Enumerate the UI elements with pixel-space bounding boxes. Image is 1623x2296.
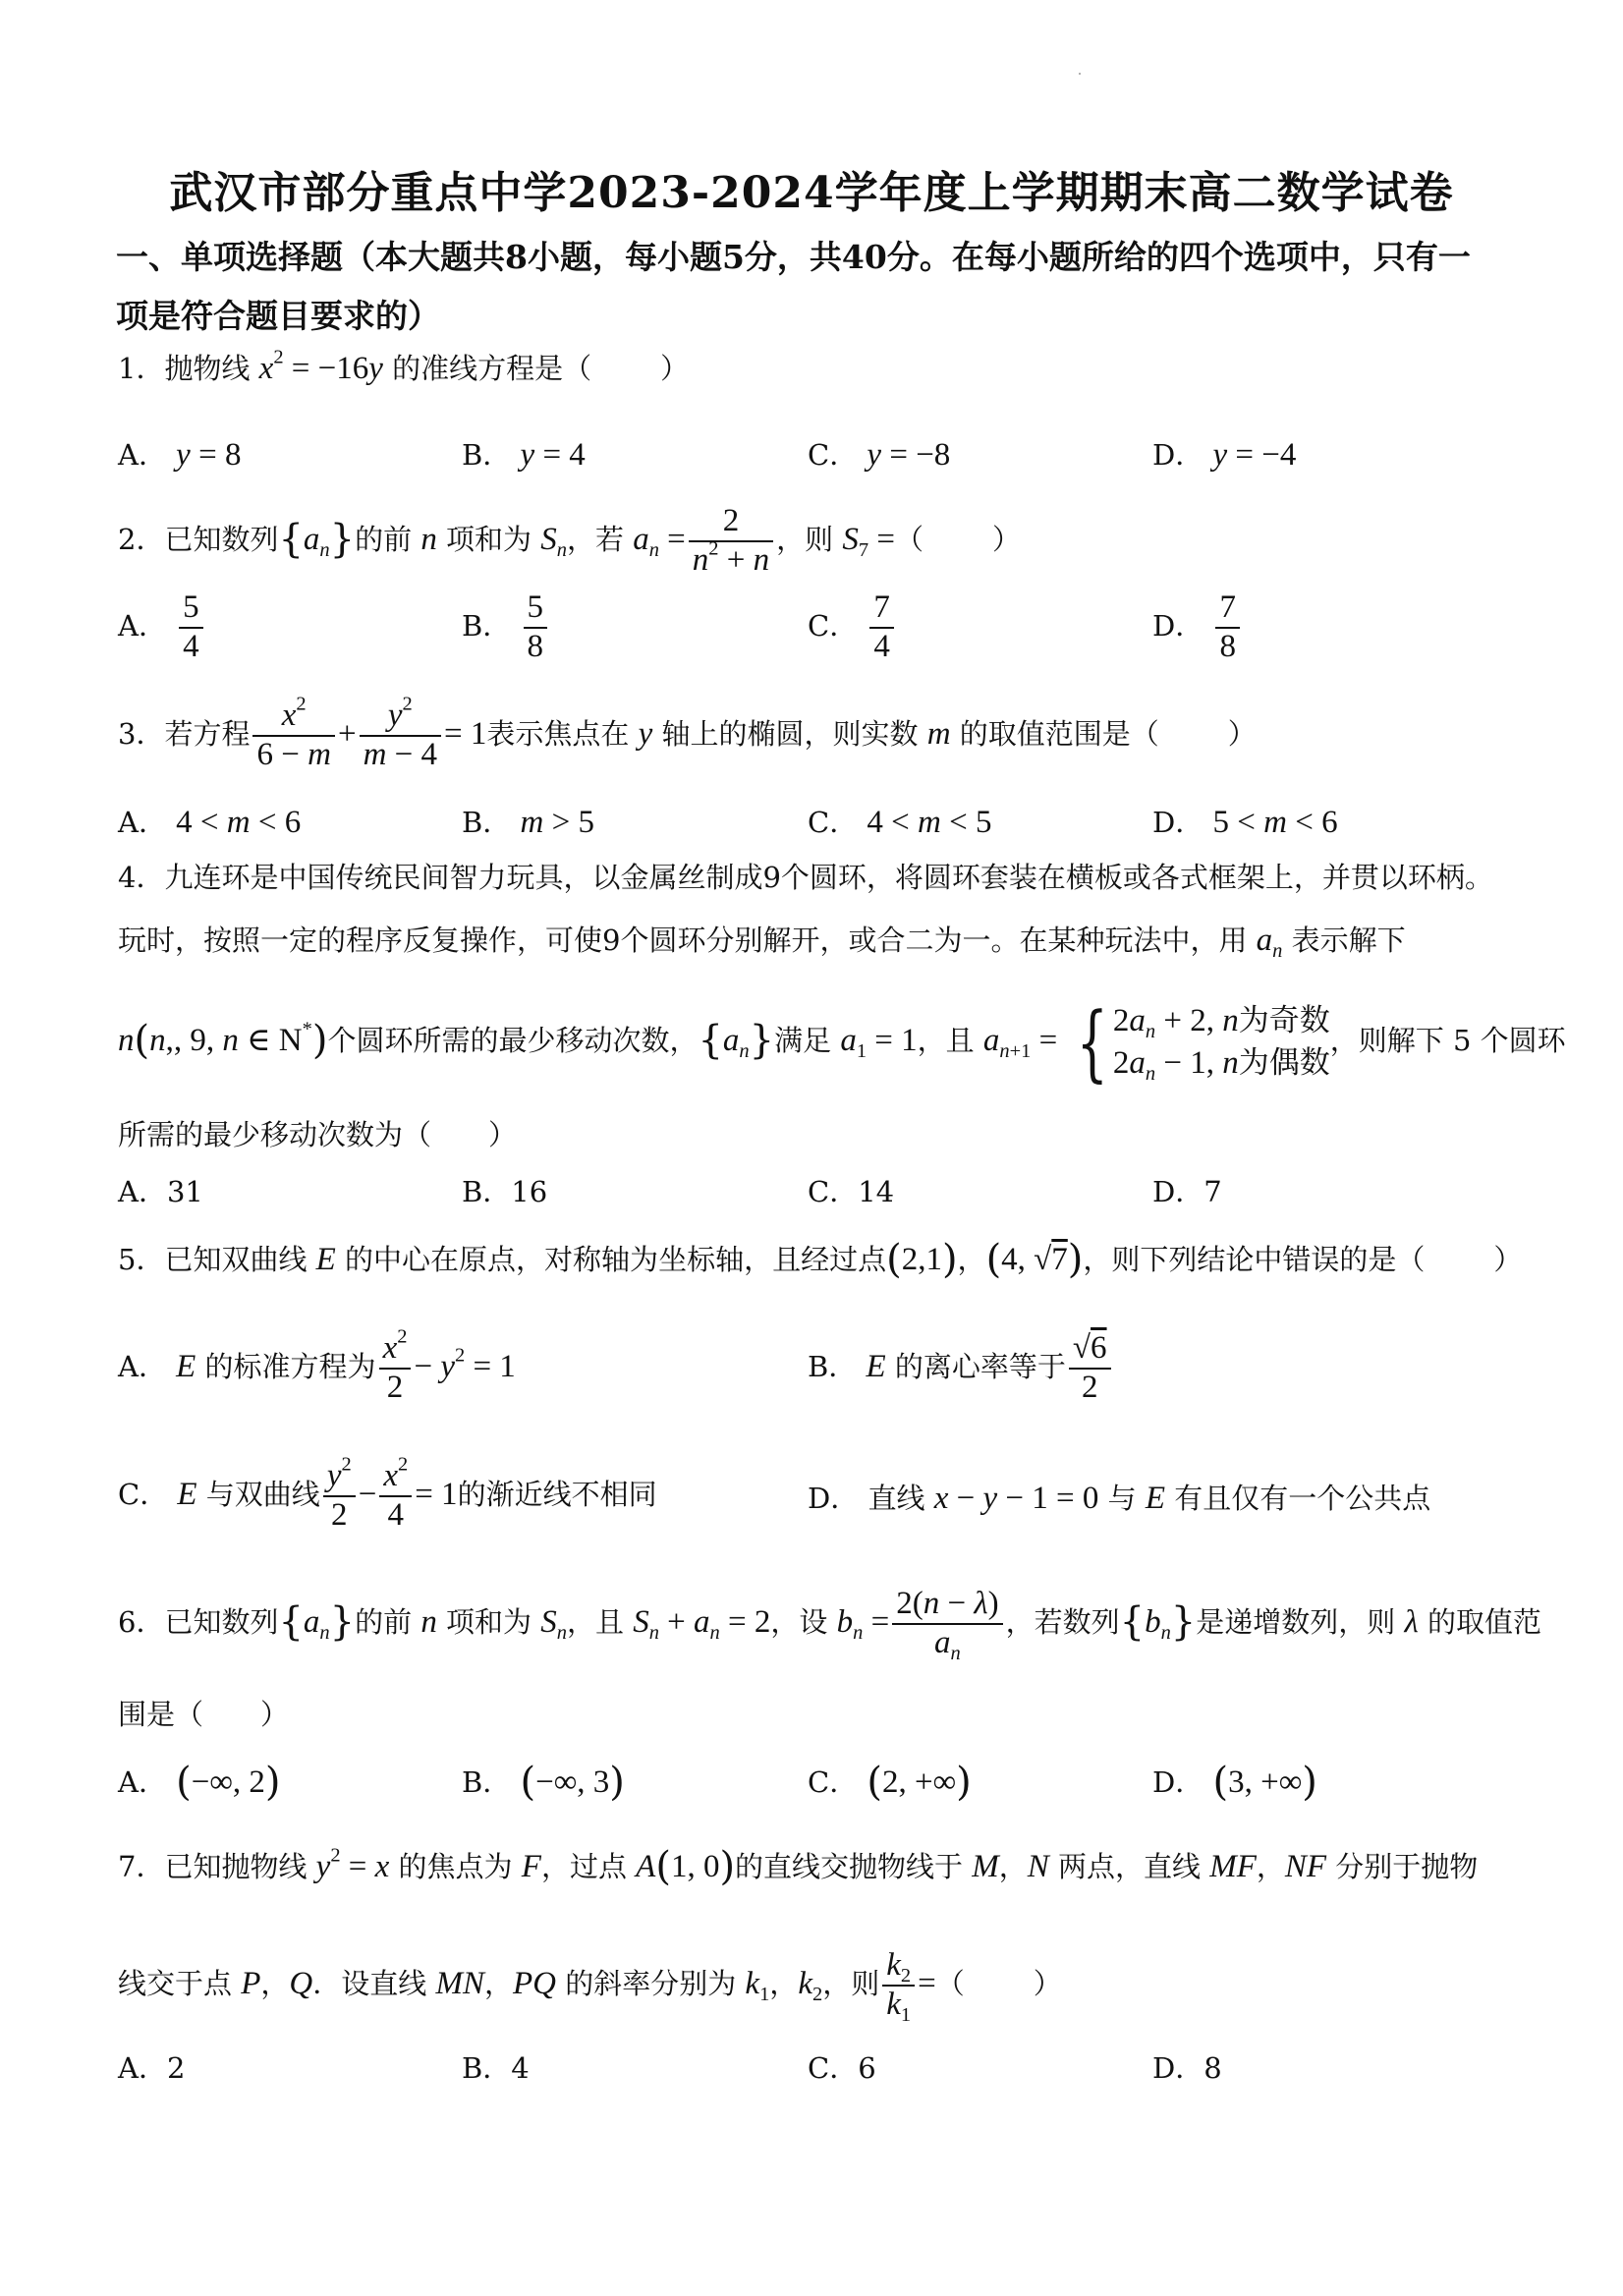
q4-option-a: A．31 [118,1175,203,1208]
section-heading-line1: 一、单项选择题（本大题共8小题，每小题5分，共40分。在每小题所给的四个选项中，只有一 [116,238,1471,276]
section-heading-line2: 项是符合题目要求的） [116,297,440,335]
q5-option-a: A． E 的标准方程为 $\frac{x^2}{2}$ − $y^2 = 1$ [118,1325,516,1405]
q3-option-c: C． 4 < m < 5 [808,805,992,840]
q6-option-c: C． (2, +∞) [808,1760,972,1805]
q1-option-c: C． y = −8 [808,437,951,473]
q7-option-b: B．4 [462,2051,530,2085]
question-4-line3: n(n,, 9, n ∈ N*)个圆环所需的最少移动次数，$\{a_n\}$满足 $a_1 = 1$，且 $a_{n+1}$ = { $2a_n + 2$, n为奇数 $2a_n - 1$, n为偶数，则解下 5 个圆环 [118,993,1566,1091]
question-7: 7．已知抛物线 $y^2 = x$ 的焦点为 F，过点 A(1, 0)的直线交抛物线于 M，N 两点，直线 MF，NF 分别于抛物 [118,1844,1479,1889]
question-number: 1． [118,352,165,385]
q1-option-a: A． y = 8 [118,437,242,473]
question-1: 1．抛物线 $x^2 = -16y$ 的准线方程是（ ） [118,346,690,386]
q6-option-d: D． (3, +∞) [1152,1760,1317,1805]
q3-option-b: B． m > 5 [462,805,594,840]
q4-option-b: B．16 [462,1175,548,1208]
question-6: 6．已知数列$\{a_n\}$的前 n 项和为 $S_n$，且 $S_n + a_n = 2$，设 $b_n$ = $\frac{2(n - \lambda)}{a_n}$ ，若数列$\{b_n\}$是递增数列，则 λ 的取值范 [118,1586,1541,1665]
question-4-line4: 所需的最少移动次数为（ ） [118,1118,518,1151]
q5-option-b: B． E 的离心率等于 $\frac{√6}{2}$ [808,1330,1114,1407]
q6-option-a: A． (−∞, 2) [118,1760,281,1805]
q7-option-a: A．2 [118,2051,186,2085]
q5-option-d: D． 直线 x − y − 1 = 0 与 E 有且仅有一个公共点 [808,1481,1431,1516]
q5-option-c: C． E 与双曲线 $\frac{y^2}{2}$ − $\frac{x^2}{4}$ = 1的渐近线不相同 [118,1453,657,1533]
q2-option-a: A． $\frac{5}{4}$ [118,589,206,666]
question-4-line2: 玩时，按照一定的程序反复操作，可使9个圆环分别解开，或合二为一。在某种玩法中，用 $a_n$ 表示解下 [118,923,1406,963]
question-7-line2: 线交于点 P，Q．设直线 MN，PQ 的斜率分别为 $k_1$，$k_2$，则 $\frac{k_2}{k_1}$ =（ ） [118,1947,1062,2027]
q4-option-c: C．14 [808,1175,895,1208]
question-2: 2．已知数列$\{a_n\}$的前 n 项和为 $S_n$，若 $a_n$ = $\frac{2}{n^2 + n}$ ，则 $S_7$ =（ ） [118,503,1021,578]
question-4-line1: 4．九连环是中国传统民间智力玩具，以金属丝制成9个圆环，将圆环套装在横板或各式框架上，并贯以环柄。 [118,861,1493,894]
q1-option-d: D． y = −4 [1152,437,1297,473]
question-5: 5．已知双曲线 E 的中心在原点，对称轴为坐标轴，且经过点(2,1)，(4, √7)，则下列结论中错误的是（ ） [118,1237,1523,1282]
question-3: 3．若方程 $\frac{x^2}{6 - m}$ + $\frac{y^2}{m - 4}$ = 1表示焦点在 y 轴上的椭圆，则实数 m 的取值范围是（ ） [118,693,1257,772]
q7-option-c: C．6 [808,2051,876,2085]
q3-option-a: A． 4 < m < 6 [118,805,302,840]
q6-option-b: B． (−∞, 3) [462,1760,625,1805]
section-heading [116,228,1521,346]
q2-option-b: B． $\frac{5}{8}$ [462,589,550,666]
question-6-line2: 围是（ ） [118,1698,290,1731]
q2-option-c: C． $\frac{7}{4}$ [808,589,897,666]
q4-option-d: D．7 [1152,1175,1222,1208]
scan-speck [1079,73,1081,75]
exam-title: 武汉市部分重点中学2023-2024学年度上学期期末高二数学试卷 [169,168,1454,218]
q3-option-d: D． 5 < m < 6 [1152,805,1338,840]
q7-option-d: D．8 [1152,2051,1222,2085]
q2-option-d: D． $\frac{7}{8}$ [1152,589,1243,666]
q1-option-b: B． y = 4 [462,437,586,473]
